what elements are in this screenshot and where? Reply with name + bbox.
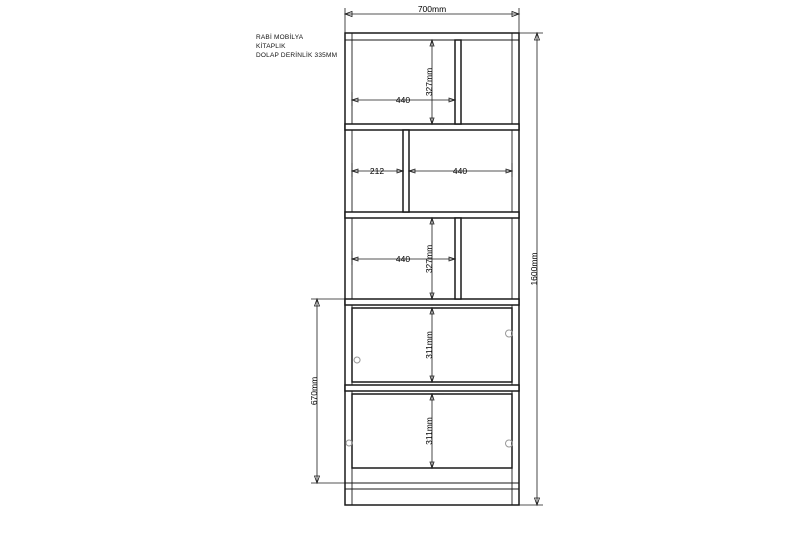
label-shelf1-height: 327mm: [424, 67, 434, 97]
label-overall-width: 700mm: [417, 4, 447, 14]
label-lower-section-height: 670mm: [309, 376, 319, 406]
label-shelf3-width: 440: [395, 254, 411, 264]
label-door1-height: 311mm: [424, 331, 434, 359]
note-line-product: KİTAPLIK: [256, 43, 286, 50]
label-shelf2-left-width: 212: [369, 166, 385, 176]
title-note: [256, 33, 337, 60]
note-line-depth: DOLAP DERİNLİK 335MM: [256, 52, 338, 59]
label-door2-height: 311mm: [424, 417, 434, 445]
label-shelf1-width: 440: [395, 95, 411, 105]
label-overall-height: 1600mm: [529, 252, 539, 286]
label-shelf3-height: 327mm: [424, 244, 434, 274]
note-line-company: RABİ MOBİLYA: [256, 34, 304, 41]
label-shelf2-right-width: 440: [452, 166, 468, 176]
